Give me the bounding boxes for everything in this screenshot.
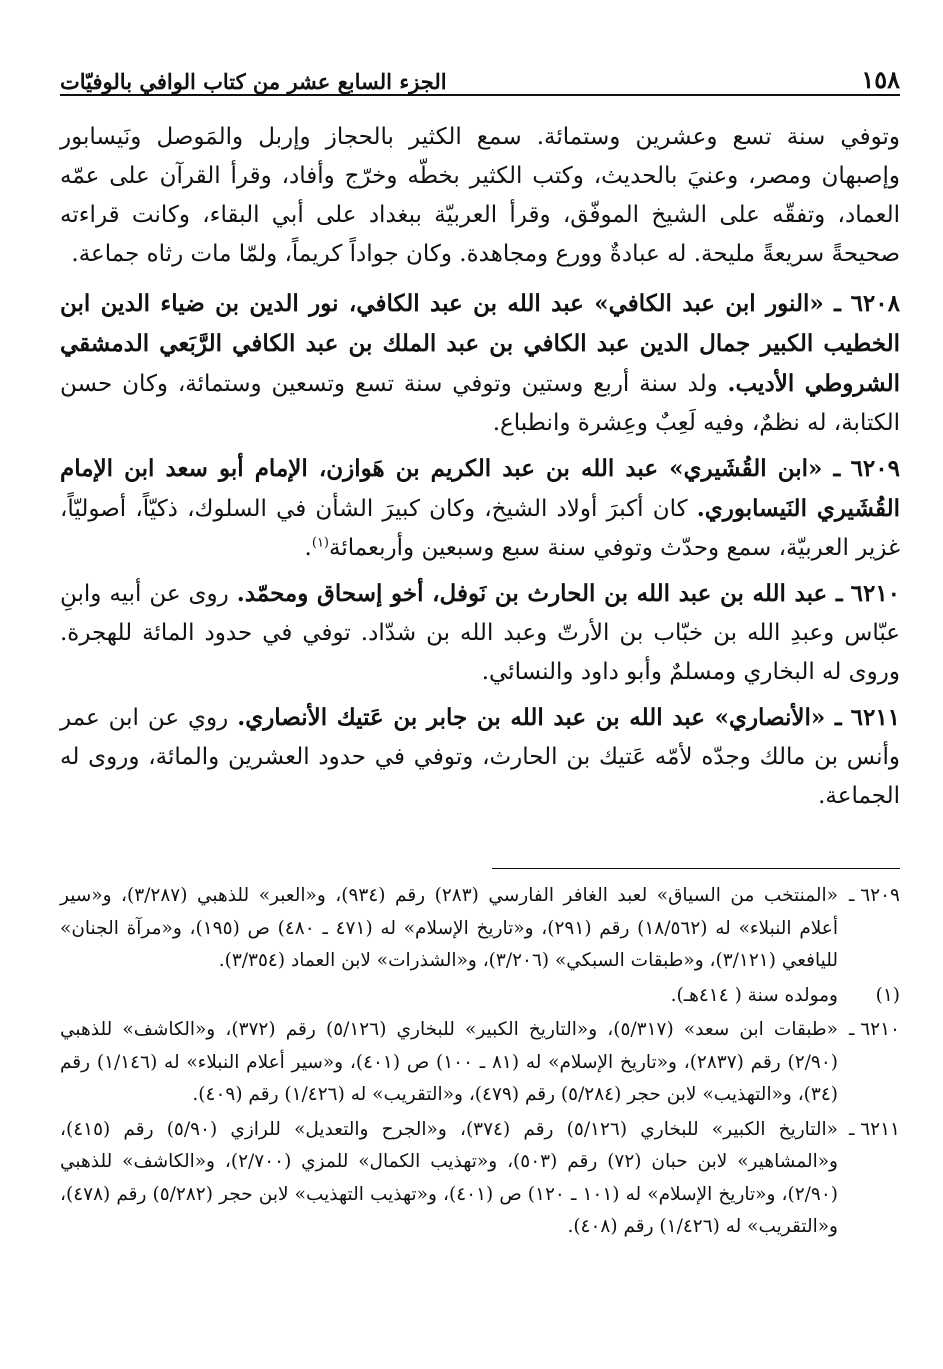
footnote-text: «التاريخ الكبير» للبخاري (٥/١٢٦) رقم (٣٧٤)، و«الجرح والتعديل» للرازي (٥/٩٠) رقم (٤١٥)، و«المشاهير» لابن حبان (٧٢) رقم (٥٠٣)، و«تهذيب الكمال» للمزي (٢/٧٠٠)، و«الكاشف» للذهبي (٢/٩٠)، و«تاريخ الإسلام» له (١٠١ ـ ١٢٠) ص (٤٠١)، و«تهذيب التهذيب» لابن حجر (٥/٢٨٢) رقم (٤٧٨)، و«التقريب» له (١/٤٢٦) رقم (٤٠٨). bbox=[60, 1118, 839, 1237]
entry-number: ٦٢١١ bbox=[850, 704, 901, 731]
page-number: ١٥٨ bbox=[861, 65, 900, 94]
footnote-text: ومولده سنة ( ٤١٤هـ). bbox=[670, 984, 838, 1006]
footnote bbox=[60, 980, 900, 1013]
page-header bbox=[60, 54, 900, 94]
entry-body: روي عن ابن عمر وأنس بن مالك وجدّه لأمّه عَتيك بن الحارث، وتوفي في حدود العشرين والمائة، وروى له الجماعة. bbox=[60, 705, 900, 809]
footnote-label: (١) bbox=[875, 984, 900, 1006]
footnote-reference: (١) bbox=[311, 535, 329, 551]
entry-6210: ٦٢١٠ ـ عبد الله بن عبد الله بن الحارث بن نَوفل، أخو إسحاق ومحمّد. روى عن أبيه وابنِ عبّاس وعبدِ الله بن خبّاب بن الأرتّ وعبد الله بن شدّاد. توفي في حدود المائة للهجرة. وروى له البخاري ومسلمٌ وأبو داود والنسائي. bbox=[60, 580, 901, 685]
entry-number: ٦٢٠٩ bbox=[850, 455, 900, 482]
entry-number: ٦٢١٠ bbox=[850, 580, 901, 607]
entry-body: ولد سنة أربع وستين وتوفي سنة تسع وتسعين وستمائة، وكان حسن الكتابة، له نظمٌ، وفيه لَعِبٌ وعِشرة وانطباع. bbox=[60, 371, 900, 436]
entry-6208: ٦٢٠٨ ـ «النور ابن عبد الكافي» عبد الله بن عبد الكافي، نور الدين بن ضياء الدين ابن الخطيب الكبير جمال الدين عبد الكافي بن عبد الملك بن عبد الكافي الرَّبَعي الدمشقي الشروطي الأديب. ولد سنة أربع وستين وتوفي سنة تسع وتسعين وستمائة، وكان حسن الكتابة، له نظمٌ، وفيه لَعِبٌ وعِشرة وانطباع. bbox=[60, 290, 900, 436]
footnote-label: ٦٢٠٩ ـ bbox=[848, 885, 900, 906]
intro-paragraph: وتوفي سنة تسع وعشرين وستمائة. سمع الكثير بالحجاز وإربل والمَوصل ونَيسابور وإصبهان ومصر، وعنيَ بالحديث، وكتب الكثير بخطّه وخرّج وأفاد، وقرأ القرآن على عمّه العماد، وتفقّه على الشيخ الموفّق، وقرأ العربيّة ببغداد على أبي البقاء، وكانت قراءته صحيحةً سريعةً مليحة. له عبادةٌ وورع ومجاهدة. وكان جواداً كريماً، ولمّا مات رثاه جماعة. bbox=[60, 124, 900, 267]
header-rule bbox=[60, 94, 900, 96]
footnote-text: «المنتخب من السياق» لعبد الغافر الفارسي (٢٨٣) رقم (٩٣٤)، و«العبر» للذهبي (٣/٢٨٧)، و«سير أعلام النبلاء» له (١٨/٥٦٢) رقم (٢٩١)، و«تاريخ الإسلام» له (٤٧١ ـ ٤٨٠) ص (١٩٥)، و«مرآة الجنان» لليافعي (٣/١٢١)، و«طبقات السبكي» (٣/٢٠٦)، و«الشذرات» لابن العماد (٣/٣٥٤). bbox=[60, 885, 838, 971]
footnotes bbox=[60, 880, 900, 1246]
entry-6211: ٦٢١١ ـ «الأنصاري» عبد الله بن عبد الله بن جابر بن عَتيك الأنصاري. روي عن ابن عمر وأنس بن مالك وجدّه لأمّه عَتيك بن الحارث، وتوفي في حدود العشرين والمائة، وروى له الجماعة. bbox=[60, 704, 901, 809]
entry-number: ٦٢٠٨ bbox=[850, 290, 900, 317]
footnote bbox=[60, 1114, 900, 1244]
footnote bbox=[60, 1014, 900, 1112]
footnote bbox=[60, 880, 900, 978]
entry-heading: «ابن القُشَيري» عبد الله بن عبد الكريم بن هَوازن، الإمام أبو سعد ابن الإمام القُشَيري النَيسابوري. bbox=[60, 455, 901, 522]
footnote-rule bbox=[492, 868, 900, 869]
entry-body: روى عن أبيه وابنِ عبّاس وعبدِ الله بن خبّاب بن الأرتّ وعبد الله بن شدّاد. توفي في حدود المائة للهجرة. وروى له البخاري ومسلمٌ وأبو داود والنسائي. bbox=[60, 581, 900, 685]
main-text bbox=[60, 118, 900, 822]
running-title: الجزء السابع عشر من كتاب الوافي بالوفيّات bbox=[60, 69, 447, 94]
footnote-label: ٦٢١٠ ـ bbox=[848, 1019, 900, 1040]
footnote-text: «طبقات ابن سعد» (٥/٣١٧)، و«التاريخ الكبير» للبخاري (٥/١٢٦) رقم (٣٧٢)، و«الكاشف» للذهبي (٢/٩٠) رقم (٢٨٣٧)، و«تاريخ الإسلام» له (٨١ ـ ١٠٠) ص (٤٠١)، و«سير أعلام النبلاء» له (١/١٤٦) رقم (٣٤)، و«التهذيب» لابن حجر (٥/٢٨٤) رقم (٤٧٩)، و«التقريب» له (١/٤٢٦) رقم (٤٠٩). bbox=[60, 1019, 838, 1105]
entry-heading: عبد الله بن عبد الله بن الحارث بن نَوفل، أخو إسحاق ومحمّد. bbox=[236, 580, 828, 607]
entry-heading: «النور ابن عبد الكافي» عبد الله بن عبد الكافي، نور الدين بن ضياء الدين ابن الخطيب الكبير جمال الدين عبد الكافي بن عبد الملك بن عبد الكافي الرَّبَعي الدمشقي الشروطي الأديب. bbox=[60, 290, 900, 397]
entry-body: كان أكبرَ أولاد الشيخ، وكان كبيرَ الشأن في السلوك، ذكيّاً، أصوليّاً، غزير العربيّة، سمع وحدّث وتوفي سنة سبع وسبعين وأربعمائة bbox=[60, 496, 900, 561]
footnote-label: ٦٢١١ ـ bbox=[848, 1118, 900, 1140]
entry-heading: «الأنصاري» عبد الله بن عبد الله بن جابر بن عَتيك الأنصاري. bbox=[237, 704, 826, 731]
entry-6209: ٦٢٠٩ ـ «ابن القُشَيري» عبد الله بن عبد الكريم بن هَوازن، الإمام أبو سعد ابن الإمام القُشَيري النَيسابوري. كان أكبرَ أولاد الشيخ، وكان كبيرَ الشأن في السلوك، ذكيّاً، أصوليّاً، غزير العربيّة، سمع وحدّث وتوفي سنة سبع وسبعين وأربعمائة$^{(١)}$. bbox=[60, 455, 901, 561]
